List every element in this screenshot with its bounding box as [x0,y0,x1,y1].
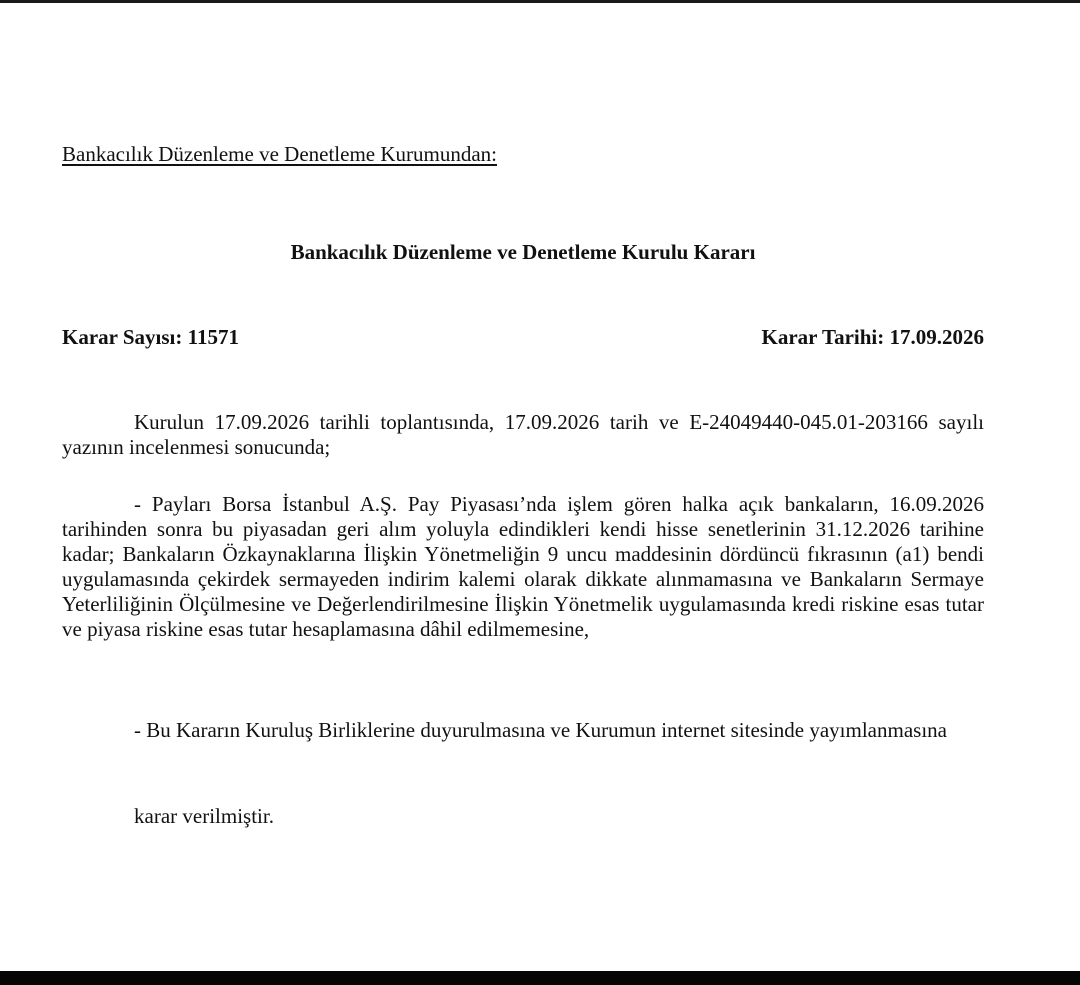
paragraph-share-buyback: - Payları Borsa İstanbul A.Ş. Pay Piyasası’nda işlem gören halka açık bankaların, 16.09.2026 tarihinden sonra bu piyasadan geri alım yoluyla edindikleri kendi hisse senetlerinin 31.12.2026 tarihine kadar; Bankaların Özkaynaklarına İlişkin Yönetmeliğin 9 uncu maddesinin dördüncü fıkrasının (a1) bendi uygulamasında çekirdek sermayeden indirim kalemi olarak dikkate alınmamasına ve Bankaların Sermaye Yeterliliğinin Ölçülmesine ve Değerlendirilmesine İlişkin Yönetmelik uygulamasında kredi riskine esas tutar ve piyasa riskine esas tutar hesaplamasına dâhil edilmemesine, [62,492,984,641]
top-border [0,0,1080,3]
decision-date: Karar Tarihi: 17.09.2026 [761,325,984,349]
paragraph-announcement: - Bu Kararın Kuruluş Birliklerine duyurulmasına ve Kurumun internet sitesinde yayımlanmasına [134,718,947,742]
decision-meta [62,325,984,350]
decision-number: Karar Sayısı: 11571 [62,325,239,349]
issuing-authority: Bankacılık Düzenleme ve Denetleme Kurumundan: [62,142,498,166]
bottom-border [0,971,1080,985]
paragraph-intro: Kurulun 17.09.2026 tarihli toplantısında, 17.09.2026 tarih ve E-24049440-045.01-203166 sayılı yazının incelenmesi sonucunda; [62,410,984,459]
closing-statement: karar verilmiştir. [134,804,274,828]
decision-title: Bankacılık Düzenleme ve Denetleme Kurulu Kararı [290,240,756,264]
